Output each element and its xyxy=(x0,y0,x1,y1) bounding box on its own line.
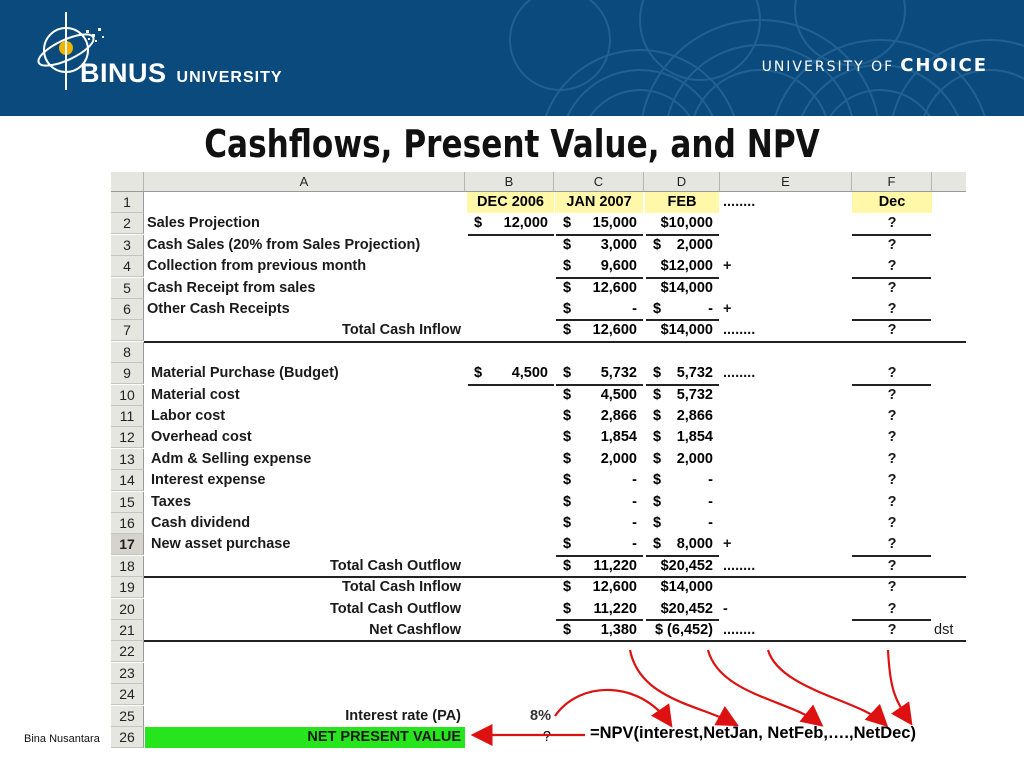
npv-value[interactable]: ? xyxy=(542,729,551,745)
cell-feb[interactable]: - xyxy=(708,472,713,489)
footer-text: Bina Nusantara xyxy=(24,733,100,745)
underline-f xyxy=(852,555,931,557)
cell-jan-2007[interactable]: - xyxy=(632,536,637,553)
row-number[interactable]: 3 xyxy=(111,235,144,256)
row-label[interactable]: Material Purchase (Budget) xyxy=(151,365,339,382)
cell-feb[interactable]: $14,000 xyxy=(660,279,713,296)
cell-jan-2007[interactable]: - xyxy=(632,493,637,510)
underline-c xyxy=(556,384,643,386)
npv-formula-text: =NPV(interest,NetJan, NetFeb,….,NetDec) xyxy=(590,724,916,742)
cell-jan-2007[interactable]: 12,600 xyxy=(592,579,637,596)
row-label[interactable]: Sales Projection xyxy=(147,215,260,232)
row-label[interactable]: Net Cashflow xyxy=(369,622,461,638)
row-label[interactable]: Taxes xyxy=(151,493,192,510)
dollar-sign: $ xyxy=(563,236,572,253)
dollar-sign: $ xyxy=(653,536,662,553)
cell-jan-2007[interactable]: 11,220 xyxy=(593,600,637,617)
row-label[interactable]: Interest expense xyxy=(151,472,266,489)
cell-feb[interactable]: - xyxy=(708,493,713,510)
dollar-sign: $ xyxy=(563,557,572,574)
row-number[interactable]: 19 xyxy=(111,577,144,598)
cell-feb[interactable]: $12,000 xyxy=(660,258,713,275)
column-header-bar xyxy=(111,172,966,192)
dollar-sign: $ xyxy=(563,301,572,317)
row-number[interactable]: 13 xyxy=(111,449,144,470)
column-header-d[interactable]: D xyxy=(644,172,720,191)
cell-e[interactable]: + xyxy=(723,536,732,553)
cell-e[interactable]: ........ xyxy=(723,322,756,339)
dollar-sign: $ xyxy=(563,493,572,510)
cell-dec[interactable]: ? xyxy=(887,215,897,232)
row-number[interactable]: 20 xyxy=(111,599,144,620)
logo-suffix: UNIVERSITY xyxy=(176,69,283,86)
row-number[interactable]: 1 xyxy=(111,192,144,213)
cell-dec[interactable]: ? xyxy=(887,472,897,489)
cell-jan-2007[interactable]: 1,380 xyxy=(600,622,637,638)
cell-jan-2007[interactable]: 4,500 xyxy=(600,386,637,403)
cell-dec[interactable]: ? xyxy=(887,301,897,317)
cell-jan-2007[interactable]: 2,000 xyxy=(600,450,637,467)
dollar-sign: $ xyxy=(563,450,572,467)
tagline-word: CHOICE xyxy=(900,55,988,76)
cell-e[interactable]: ........ xyxy=(723,365,756,382)
dollar-sign: $ xyxy=(563,472,572,489)
row-number[interactable]: 10 xyxy=(111,385,144,406)
dollar-sign: $ xyxy=(563,215,572,232)
underline-d xyxy=(646,384,719,386)
row-label[interactable]: Cash Sales (20% from Sales Projection) xyxy=(147,236,421,253)
cell-dec[interactable]: ? xyxy=(887,279,897,296)
dollar-sign: $ xyxy=(563,429,572,446)
row-label[interactable]: Total Cash Inflow xyxy=(342,322,461,339)
cell-dec-2006[interactable]: 4,500 xyxy=(511,365,548,382)
cell-jan-2007[interactable]: - xyxy=(632,472,637,489)
dollar-sign: $ xyxy=(653,386,662,403)
cell-feb[interactable]: 5,732 xyxy=(676,386,713,403)
cell-dec[interactable]: ? xyxy=(887,450,897,467)
underline-d xyxy=(646,619,719,621)
row-number[interactable]: 25 xyxy=(111,706,144,727)
underline-d xyxy=(646,319,719,321)
dollar-sign: $ xyxy=(653,493,662,510)
dollar-sign: $ xyxy=(563,365,572,382)
cell-feb[interactable]: $14,000 xyxy=(660,579,713,596)
cell-jan-2007[interactable]: 11,220 xyxy=(593,557,637,574)
cell-dec[interactable]: ? xyxy=(887,515,897,531)
cell-jan-2007[interactable]: - xyxy=(632,515,637,531)
row-label[interactable]: Labor cost xyxy=(151,408,226,424)
row-number[interactable]: 6 xyxy=(111,299,144,320)
cell-feb[interactable]: 8,000 xyxy=(676,536,713,553)
cell-dec[interactable]: ? xyxy=(887,386,897,403)
underline-f xyxy=(852,619,931,621)
dollar-sign: $ xyxy=(474,365,483,382)
interest-label[interactable]: Interest rate (PA) xyxy=(345,707,461,724)
row-number[interactable]: 9 xyxy=(111,363,144,384)
cell-dec[interactable]: ? xyxy=(887,536,897,553)
header-banner xyxy=(0,0,1024,116)
cell-dec-2006[interactable]: 12,000 xyxy=(503,215,548,232)
header-dec[interactable]: Dec xyxy=(852,192,932,213)
header-feb[interactable]: FEB xyxy=(645,192,719,213)
cell-feb[interactable]: $10,000 xyxy=(660,215,713,232)
dollar-sign: $ xyxy=(653,301,662,317)
underline-c xyxy=(556,555,643,557)
cell-dec[interactable]: ? xyxy=(887,579,897,596)
underline-b xyxy=(468,384,554,386)
row-number[interactable]: 12 xyxy=(111,427,144,448)
dollar-sign: $ xyxy=(563,622,572,638)
underline-c xyxy=(556,277,643,279)
row-number[interactable]: 8 xyxy=(111,342,144,363)
corner-cell[interactable] xyxy=(111,172,144,191)
row-label[interactable]: New asset purchase xyxy=(151,536,291,553)
underline-f xyxy=(852,319,931,321)
row-label[interactable]: Total Cash Outflow xyxy=(329,557,461,574)
dollar-sign: $ xyxy=(653,236,662,253)
underline-f xyxy=(852,234,931,236)
cell-e[interactable]: - xyxy=(723,600,728,617)
cell-e[interactable]: + xyxy=(723,258,732,275)
underline-d xyxy=(646,234,719,236)
underline-b xyxy=(468,234,554,236)
cell-e[interactable]: + xyxy=(723,301,732,317)
row-number[interactable]: 2 xyxy=(111,213,144,234)
cell-feb[interactable]: 1,854 xyxy=(676,429,713,446)
row-number[interactable]: 26 xyxy=(111,727,144,748)
cell-dec[interactable]: ? xyxy=(887,622,897,638)
row-label[interactable]: Other Cash Receipts xyxy=(147,301,290,317)
slide-title: Cashflows, Present Value, and NPV xyxy=(204,122,820,166)
dollar-sign: $ xyxy=(563,515,572,531)
underline-f xyxy=(852,277,931,279)
dollar-sign: $ xyxy=(563,322,572,339)
row-label[interactable]: Total Cash Inflow xyxy=(342,579,461,596)
column-header-a[interactable]: A xyxy=(144,172,465,191)
underline-row xyxy=(144,576,966,578)
cell-dec[interactable]: ? xyxy=(887,557,897,574)
row-number[interactable]: 14 xyxy=(111,470,144,491)
row-label[interactable]: Adm & Selling expense xyxy=(151,450,312,467)
dollar-sign: $ xyxy=(653,429,662,446)
cell-feb[interactable]: 5,732 xyxy=(676,365,713,382)
cell-feb[interactable]: $20,452 xyxy=(660,600,713,617)
dollar-sign: $ xyxy=(653,365,662,382)
cell-feb[interactable]: $14,000 xyxy=(660,322,713,339)
cell-jan-2007[interactable]: - xyxy=(632,301,637,317)
cell-feb[interactable]: 2,000 xyxy=(676,236,713,253)
row-label[interactable]: Cash Receipt from sales xyxy=(147,279,316,296)
interest-value[interactable]: 8% xyxy=(530,707,551,724)
cell-jan-2007[interactable]: 12,600 xyxy=(592,279,637,296)
underline-d xyxy=(646,555,719,557)
cell-jan-2007[interactable]: 15,000 xyxy=(592,215,637,232)
underline-c xyxy=(556,234,643,236)
row-label[interactable]: Cash dividend xyxy=(151,515,251,531)
spreadsheet xyxy=(111,172,966,768)
row-number[interactable]: 17 xyxy=(111,534,144,555)
dollar-sign: $ xyxy=(563,258,572,275)
underline-f xyxy=(852,384,931,386)
cell-dec[interactable]: ? xyxy=(887,429,897,446)
dst-note: dst xyxy=(934,622,954,638)
cell-feb[interactable]: - xyxy=(708,301,713,317)
npv-label[interactable]: NET PRESENT VALUE xyxy=(307,729,461,745)
column-header-b[interactable]: B xyxy=(465,172,554,191)
row-label[interactable]: Collection from previous month xyxy=(147,258,367,275)
row-label[interactable]: Total Cash Outflow xyxy=(329,600,461,617)
cell-dec[interactable]: ? xyxy=(887,408,897,424)
row-number[interactable]: 11 xyxy=(111,406,144,427)
dollar-sign: $ xyxy=(563,408,572,424)
cell-jan-2007[interactable]: 1,854 xyxy=(600,429,637,446)
row-number[interactable]: 4 xyxy=(111,256,144,277)
cell-dec[interactable]: ? xyxy=(887,258,897,275)
cell-dec[interactable]: ? xyxy=(887,322,897,339)
cell-feb[interactable]: - xyxy=(708,515,713,531)
dollar-sign: $ xyxy=(653,515,662,531)
dollar-sign: $ xyxy=(653,472,662,489)
dollar-sign: $ xyxy=(563,579,572,596)
dollar-sign: $ xyxy=(653,408,662,424)
dollar-sign: $ xyxy=(563,279,572,296)
cell-dec[interactable]: ? xyxy=(887,236,897,253)
underline-row xyxy=(144,341,966,343)
row-number[interactable]: 7 xyxy=(111,320,144,341)
logo-name: BINUS xyxy=(80,58,167,88)
dollar-sign: $ xyxy=(474,215,483,232)
row-number[interactable]: 24 xyxy=(111,684,144,705)
row-number[interactable]: 5 xyxy=(111,278,144,299)
cell-jan-2007[interactable]: 9,600 xyxy=(600,258,637,275)
logo-wordmark xyxy=(80,58,283,89)
cell-jan-2007[interactable]: 12,600 xyxy=(592,322,637,339)
row-number[interactable]: 18 xyxy=(111,556,144,577)
cell-feb[interactable]: 2,866 xyxy=(676,408,713,424)
dollar-sign: $ xyxy=(563,536,572,553)
row-label[interactable]: Overhead cost xyxy=(151,429,252,446)
tagline-prefix: UNIVERSITY OF xyxy=(761,59,895,75)
column-header-e[interactable]: E xyxy=(720,172,852,191)
row-number[interactable]: 15 xyxy=(111,492,144,513)
header-ellipsis[interactable]: ........ xyxy=(723,194,756,210)
row-number[interactable]: 23 xyxy=(111,663,144,684)
row-label[interactable]: Material cost xyxy=(151,386,240,403)
cell-feb[interactable]: 2,000 xyxy=(676,450,713,467)
underline-d xyxy=(646,277,719,279)
cell-dec[interactable]: ? xyxy=(887,600,897,617)
cell-dec[interactable]: ? xyxy=(887,365,897,382)
cell-jan-2007[interactable]: 5,732 xyxy=(600,365,637,382)
dollar-sign: $ xyxy=(563,386,572,403)
tagline xyxy=(762,55,988,76)
cell-dec[interactable]: ? xyxy=(887,493,897,510)
cell-jan-2007[interactable]: 3,000 xyxy=(600,236,637,253)
column-header-c[interactable]: C xyxy=(554,172,644,191)
underline-c xyxy=(556,619,643,621)
underline-c xyxy=(556,319,643,321)
dollar-sign: $ xyxy=(563,600,572,617)
header-dec-2006[interactable]: DEC 2006 xyxy=(467,192,554,213)
underline-row xyxy=(144,640,966,642)
row-number[interactable]: 16 xyxy=(111,513,144,534)
cell-e[interactable]: ........ xyxy=(723,557,756,574)
dollar-sign: $ xyxy=(653,450,662,467)
column-header-f[interactable]: F xyxy=(852,172,932,191)
cell-e[interactable]: ........ xyxy=(723,622,756,638)
cell-jan-2007[interactable]: 2,866 xyxy=(600,408,637,424)
cell-feb[interactable]: $20,452 xyxy=(660,557,713,574)
row-number[interactable]: 21 xyxy=(111,620,144,641)
row-number[interactable]: 22 xyxy=(111,641,144,662)
header-jan-2007[interactable]: JAN 2007 xyxy=(555,192,643,213)
cell-feb[interactable]: $ (6,452) xyxy=(654,622,713,638)
